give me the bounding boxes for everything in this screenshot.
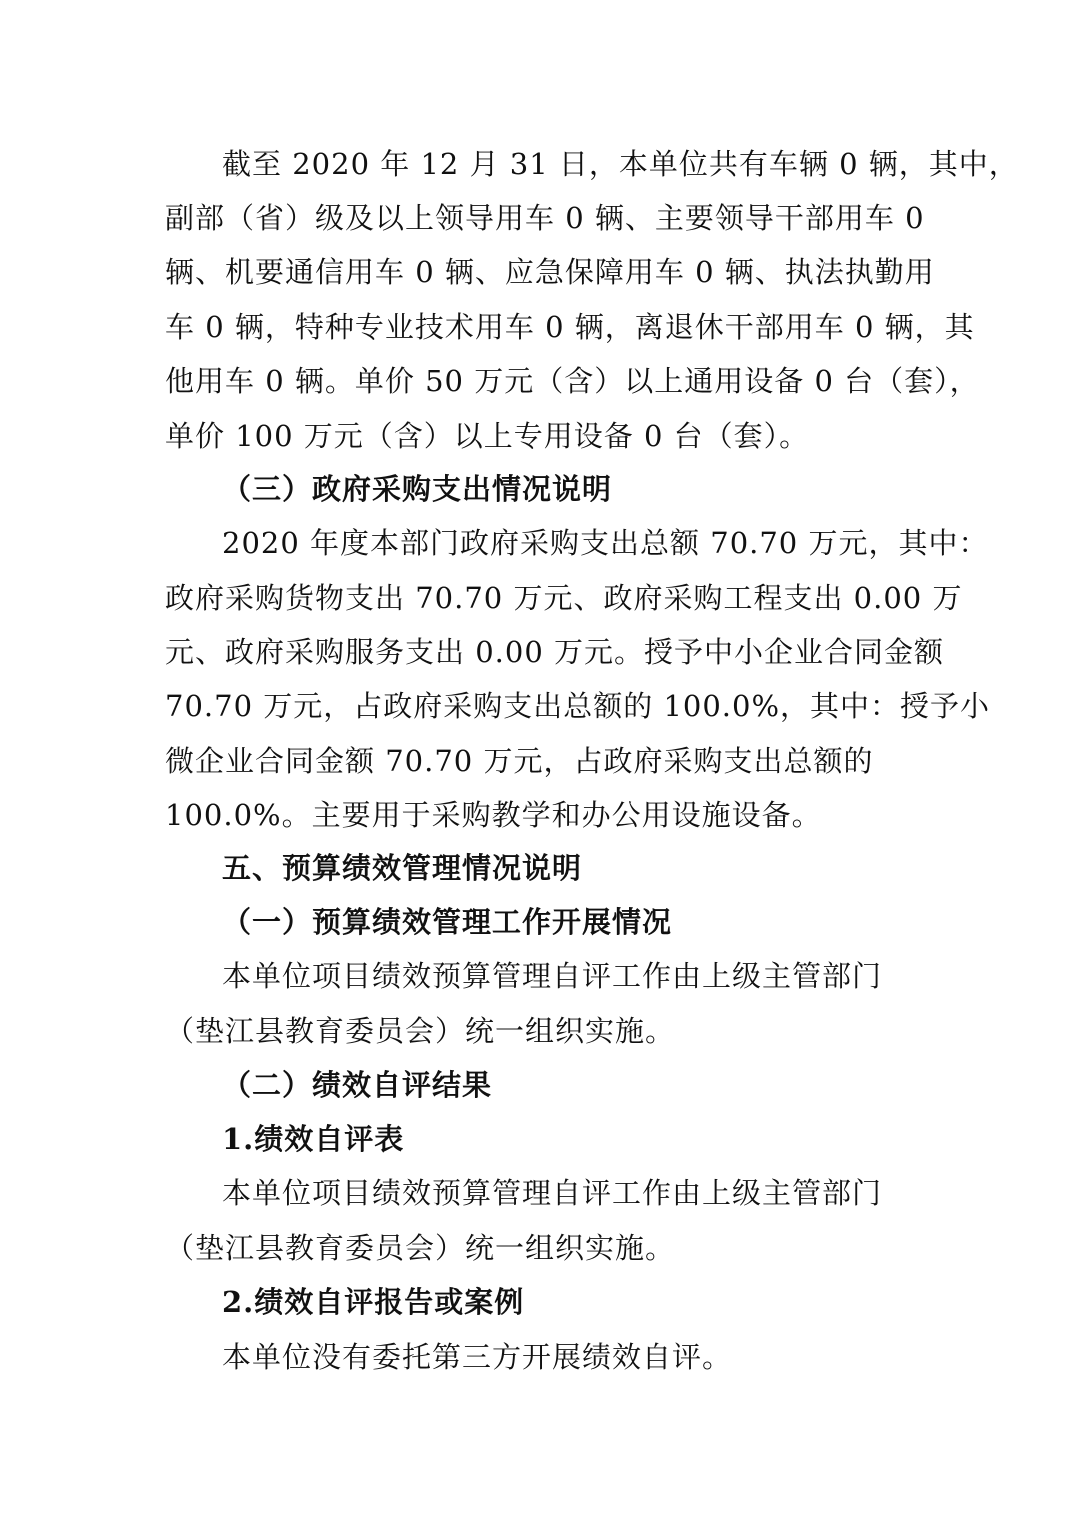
paragraph-sub1-line-2: （垫江县教育委员会）统一组织实施。 — [165, 1014, 676, 1048]
paragraph-vehicles-line-5: 他用车 0 辆。单价 50 万元（含）以上通用设备 0 台（套）， — [165, 364, 980, 398]
paragraph-procurement-line-5: 微企业合同金额 70.70 万元，占政府采购支出总额的 — [165, 744, 874, 778]
paragraph-procurement-line-3: 元、政府采购服务支出 0.00 万元。授予中小企业合同金额 — [165, 635, 945, 669]
paragraph-vehicles-line-6: 单价 100 万元（含）以上专用设备 0 台（套）。 — [165, 419, 810, 453]
paragraph-procurement-line-2: 政府采购货物支出 70.70 万元、政府采购工程支出 0.00 万 — [165, 581, 963, 615]
paragraph-procurement-line-4: 70.70 万元，占政府采购支出总额的 100.0%，其中：授予小 — [165, 689, 991, 723]
item2-heading: 2.绩效自评报告或案例 — [222, 1285, 525, 1319]
paragraph-vehicles-line-4: 车 0 辆，特种专业技术用车 0 辆，离退休干部用车 0 辆，其 — [165, 310, 975, 344]
section3-heading: （三）政府采购支出情况说明 — [222, 472, 613, 506]
paragraph-item1-line-2: （垫江县教育委员会）统一组织实施。 — [165, 1231, 676, 1265]
paragraph-vehicles-line-1: 截至 2020 年 12 月 31 日，本单位共有车辆 0 辆，其中， — [222, 147, 1019, 181]
item1-heading: 1.绩效自评表 — [222, 1122, 405, 1156]
paragraph-procurement-line-1: 2020 年度本部门政府采购支出总额 70.70 万元，其中： — [222, 526, 989, 560]
paragraph-item1-line-1: 本单位项目绩效预算管理自评工作由上级主管部门 — [222, 1176, 883, 1210]
paragraph-sub1-line-1: 本单位项目绩效预算管理自评工作由上级主管部门 — [222, 959, 883, 993]
paragraph-item2: 本单位没有委托第三方开展绩效自评。 — [222, 1340, 733, 1374]
sub2-heading: （二）绩效自评结果 — [222, 1068, 493, 1102]
paragraph-procurement-line-6: 100.0%。主要用于采购教学和办公用设施设备。 — [165, 798, 822, 832]
sub1-heading: （一）预算绩效管理工作开展情况 — [222, 905, 673, 939]
paragraph-vehicles-line-3: 辆、机要通信用车 0 辆、应急保障用车 0 辆、执法执勤用 — [165, 255, 935, 289]
paragraph-vehicles-line-2: 副部（省）级及以上领导用车 0 辆、主要领导干部用车 0 — [165, 201, 925, 235]
chapter5-heading: 五、预算绩效管理情况说明 — [222, 851, 583, 885]
